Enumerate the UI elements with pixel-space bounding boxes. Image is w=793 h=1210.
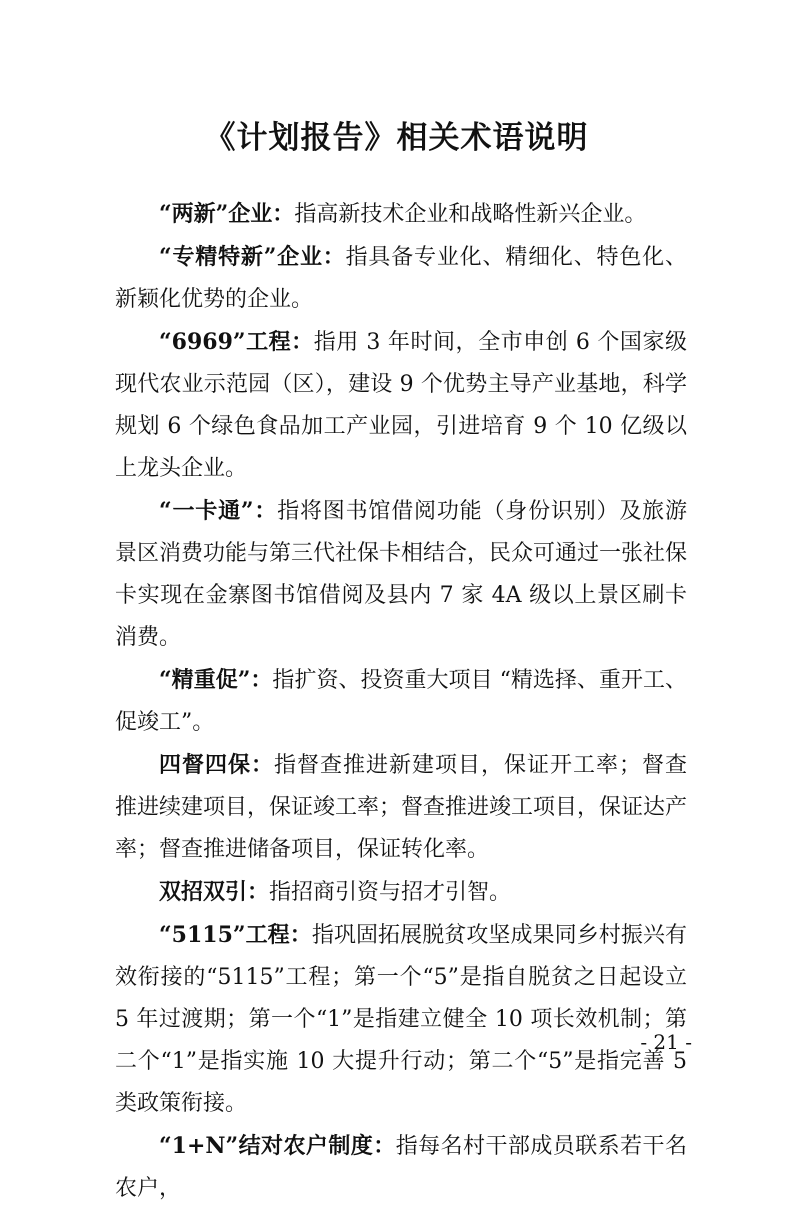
glossary-definition: 指具备专业化、精细化、特色化、新颖化优势的企业。 bbox=[115, 245, 687, 312]
document-title: 《计划报告》相关术语说明 bbox=[204, 120, 589, 156]
glossary-term: “精重促”： bbox=[159, 667, 273, 693]
glossary-definition: 指扩资、投资重大项目 “精选择、重开工、促竣工”。 bbox=[115, 668, 687, 735]
glossary-term: “专精特新”企业： bbox=[159, 244, 346, 270]
glossary-entry bbox=[115, 744, 687, 871]
glossary-definition: 指每名村干部成员联系若干名农户， bbox=[115, 1134, 687, 1201]
glossary-definition: 指用 3 年时间，全市申创 6 个国家级现代农业示范园（区），建设 9 个优势主导产业基地，科学规划 6 个绿色食品加工产业园，引进培育 9 个 10 亿级以上龙头企业。 bbox=[115, 330, 687, 481]
glossary-entry bbox=[115, 193, 687, 236]
glossary-definition: 指招商引资与招才引智。 bbox=[269, 880, 512, 905]
glossary-body bbox=[115, 193, 687, 1210]
glossary-term: “一卡通”： bbox=[159, 498, 278, 524]
glossary-entry bbox=[115, 490, 687, 659]
glossary-entry bbox=[115, 236, 687, 321]
glossary-entry bbox=[115, 1125, 687, 1210]
glossary-term: 双招双引： bbox=[159, 879, 270, 905]
glossary-definition: 指巩固拓展脱贫攻坚成果同乡村振兴有效衔接的“5115”工程；第一个“5”是指自脱贫之日起设立 5 年过渡期；第一个“1”是指建立健全 10 项长效机制；第二个“1”是指实施 10 大提升行动；第二个“5”是指完善 5 类政策衔接。 bbox=[115, 923, 687, 1116]
glossary-entry bbox=[115, 914, 687, 1125]
glossary-term: “6969”工程： bbox=[159, 329, 314, 355]
glossary-term: 四督四保： bbox=[159, 752, 274, 778]
glossary-definition: 指督查推进新建项目，保证开工率；督查推进续建项目，保证竣工率；督查推进竣工项目，保证达产率；督查推进储备项目，保证转化率。 bbox=[115, 753, 688, 862]
glossary-definition: 指将图书馆借阅功能（身份识别）及旅游景区消费功能与第三代社保卡相结合，民众可通过一张社保卡实现在金寨图书馆借阅及县内 7 家 4A 级以上景区刷卡消费。 bbox=[115, 499, 688, 650]
glossary-term: “1+N”结对农户制度： bbox=[159, 1133, 396, 1159]
glossary-definition: 指高新技术企业和战略性新兴企业。 bbox=[294, 202, 647, 227]
glossary-entry bbox=[115, 871, 687, 914]
page-number: - 21 - bbox=[640, 1030, 692, 1054]
glossary-entry bbox=[115, 659, 687, 744]
glossary-term: “两新”企业： bbox=[159, 201, 295, 227]
glossary-term: “5115”工程： bbox=[159, 922, 312, 948]
glossary-entry bbox=[115, 321, 687, 490]
